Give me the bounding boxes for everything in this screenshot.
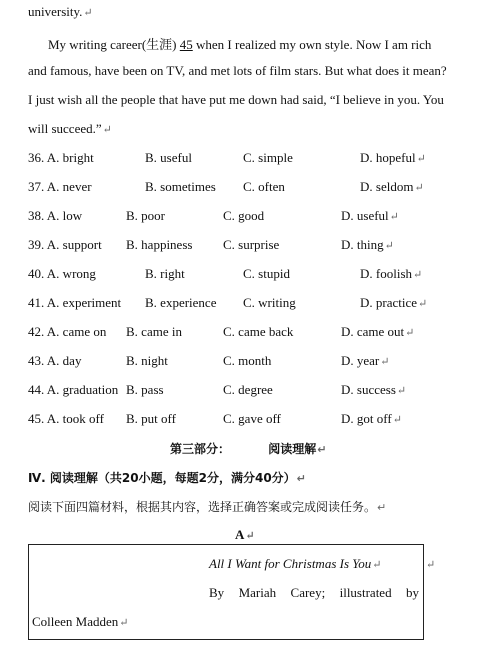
option-c-text: C. month bbox=[223, 353, 272, 368]
option-d bbox=[341, 411, 402, 427]
option-c-text: C. simple bbox=[243, 150, 293, 165]
option-d bbox=[341, 382, 406, 398]
question-number: 41. bbox=[28, 295, 45, 310]
question-number-and-option-a bbox=[28, 295, 121, 311]
passage-line-3 bbox=[28, 63, 447, 79]
option-c bbox=[223, 208, 264, 224]
option-c-text: C. surprise bbox=[223, 237, 280, 252]
option-b bbox=[145, 266, 185, 282]
section-4-heading bbox=[28, 469, 306, 486]
option-c-text: C. stupid bbox=[243, 266, 290, 281]
passage-text: and famous, have been on TV, and met lots of film stars. But what does it mean? bbox=[28, 63, 447, 78]
option-b-text: B. poor bbox=[126, 208, 165, 223]
question-number-and-option-a bbox=[28, 353, 81, 369]
paragraph-mark-icon: ↵ bbox=[405, 327, 415, 339]
option-a: A. took off bbox=[46, 411, 104, 426]
box-right-mark-icon: ↵ bbox=[426, 559, 436, 571]
option-b-text: B. experience bbox=[145, 295, 217, 310]
section-4-heading-text: Ⅳ. 阅读理解（共20小题，每题2分，满分40分） bbox=[28, 471, 296, 485]
passage-line-2 bbox=[48, 34, 431, 53]
byline-word: illustrated bbox=[339, 585, 392, 600]
paragraph-mark-icon: ↵ bbox=[377, 501, 387, 514]
option-a: A. day bbox=[46, 353, 82, 368]
paragraph-mark-icon: ↵ bbox=[102, 124, 112, 136]
question-number-and-option-a bbox=[28, 324, 106, 340]
book-title: All I Want for Christmas Is You bbox=[209, 556, 372, 571]
option-a: A. experiment bbox=[46, 295, 122, 310]
option-b-text: B. right bbox=[145, 266, 185, 281]
option-b bbox=[145, 150, 192, 166]
instructions-text: 阅读下面四篇材料，根据其内容，选择正确答案或完成阅读任务。 bbox=[28, 500, 377, 514]
option-d bbox=[341, 237, 394, 253]
illustrator-name: Colleen Madden bbox=[32, 614, 119, 629]
question-number: 38. bbox=[28, 208, 45, 223]
question-number: 36. bbox=[28, 150, 45, 165]
section-title: 阅读理解 bbox=[268, 442, 317, 456]
option-b-text: B. came in bbox=[126, 324, 182, 339]
option-c bbox=[223, 382, 273, 398]
option-b bbox=[126, 411, 176, 427]
question-number-and-option-a bbox=[28, 237, 102, 253]
option-a: A. bright bbox=[46, 150, 94, 165]
paragraph-mark-icon: ↵ bbox=[317, 443, 327, 456]
paragraph-mark-icon: ↵ bbox=[413, 269, 423, 281]
paragraph-mark-icon: ↵ bbox=[392, 414, 402, 426]
paragraph-mark-icon: ↵ bbox=[396, 385, 407, 397]
question-number-and-option-a bbox=[28, 150, 94, 166]
question-number-and-option-a bbox=[28, 208, 82, 224]
book-title-line bbox=[209, 556, 382, 572]
option-d-text: D. thing bbox=[341, 237, 384, 252]
option-b bbox=[126, 324, 182, 340]
option-b-text: B. night bbox=[126, 353, 168, 368]
option-c bbox=[243, 266, 290, 282]
option-a: A. never bbox=[46, 179, 92, 194]
option-b bbox=[145, 295, 216, 311]
passage-text: My writing career(生涯) bbox=[48, 37, 180, 52]
option-c bbox=[223, 411, 281, 427]
option-d-text: D. hopeful bbox=[360, 150, 416, 165]
paragraph-mark-icon: ↵ bbox=[389, 211, 399, 223]
option-d-text: D. useful bbox=[341, 208, 389, 223]
option-d bbox=[360, 295, 427, 311]
question-number: 45. bbox=[28, 411, 45, 426]
passage-text: when I realized my own style. Now I am rich bbox=[192, 37, 432, 52]
option-b bbox=[126, 208, 165, 224]
passage-text: I just wish all the people that have put me down had said, “I believe in you. You bbox=[28, 92, 444, 107]
option-b-text: B. sometimes bbox=[145, 179, 216, 194]
option-d bbox=[360, 266, 422, 282]
option-c-text: C. often bbox=[243, 179, 285, 194]
option-c bbox=[243, 295, 296, 311]
question-number-and-option-a bbox=[28, 179, 92, 195]
paragraph-mark-icon: ↵ bbox=[418, 298, 428, 310]
passage-line-1 bbox=[28, 4, 93, 20]
option-c bbox=[223, 324, 293, 340]
paragraph-mark-icon: ↵ bbox=[416, 153, 426, 165]
option-d bbox=[341, 208, 399, 224]
option-d bbox=[360, 150, 426, 166]
option-d-text: D. practice bbox=[360, 295, 418, 310]
question-number: 37. bbox=[28, 179, 45, 194]
option-c bbox=[223, 353, 271, 369]
option-d bbox=[360, 179, 424, 195]
option-b-text: B. pass bbox=[126, 382, 164, 397]
option-c-text: C. writing bbox=[243, 295, 296, 310]
section-part-label: 第三部分： bbox=[170, 442, 231, 456]
option-b-text: B. useful bbox=[145, 150, 192, 165]
question-number: 44. bbox=[28, 382, 45, 397]
option-d-text: D. year bbox=[341, 353, 380, 368]
passage-line-5 bbox=[28, 121, 112, 137]
paragraph-mark-icon: ↵ bbox=[384, 240, 394, 252]
paragraph-mark-icon: ↵ bbox=[372, 559, 382, 571]
option-d-text: D. got off bbox=[341, 411, 392, 426]
option-b bbox=[126, 237, 192, 253]
option-c-text: C. degree bbox=[223, 382, 273, 397]
byline-word: By bbox=[209, 585, 225, 600]
option-c bbox=[243, 179, 285, 195]
paragraph-mark-icon: ↵ bbox=[83, 7, 93, 19]
instructions bbox=[28, 498, 386, 515]
option-a: A. graduation bbox=[46, 382, 119, 397]
byline bbox=[209, 585, 419, 601]
option-d-text: D. success bbox=[341, 382, 396, 397]
option-a: A. low bbox=[46, 208, 83, 223]
question-number-and-option-a bbox=[28, 266, 96, 282]
question-number-and-option-a bbox=[28, 411, 104, 427]
option-d-text: D. seldom bbox=[360, 179, 414, 194]
option-c-text: C. good bbox=[223, 208, 265, 223]
question-number: 40. bbox=[28, 266, 45, 281]
byline-word: by bbox=[406, 585, 419, 600]
option-d bbox=[341, 353, 389, 369]
question-number: 42. bbox=[28, 324, 45, 339]
option-b bbox=[145, 179, 216, 195]
passage-label: A bbox=[235, 527, 245, 542]
option-c-text: C. came back bbox=[223, 324, 294, 339]
option-c bbox=[243, 150, 293, 166]
passage-text: will succeed.” bbox=[28, 121, 102, 136]
option-a: A. support bbox=[46, 237, 102, 252]
option-c bbox=[223, 237, 279, 253]
illustrator-line bbox=[32, 614, 129, 630]
option-b bbox=[126, 353, 168, 369]
option-b-text: B. put off bbox=[126, 411, 176, 426]
byline-word: Mariah bbox=[238, 585, 277, 600]
question-number: 39. bbox=[28, 237, 45, 252]
option-d bbox=[341, 324, 414, 340]
option-d-text: D. came out bbox=[341, 324, 405, 339]
blank-number: 45 bbox=[179, 37, 193, 52]
option-a: A. wrong bbox=[46, 266, 96, 281]
passage-a-label bbox=[235, 527, 255, 543]
option-b-text: B. happiness bbox=[126, 237, 193, 252]
passage-line-4 bbox=[28, 92, 444, 108]
section-3-heading bbox=[170, 440, 326, 457]
paragraph-mark-icon: ↵ bbox=[119, 617, 129, 629]
question-number-and-option-a bbox=[28, 382, 118, 398]
question-number: 43. bbox=[28, 353, 45, 368]
option-d-text: D. foolish bbox=[360, 266, 412, 281]
paragraph-mark-icon: ↵ bbox=[380, 356, 390, 368]
passage-text: university. bbox=[28, 4, 83, 19]
option-b bbox=[126, 382, 164, 398]
option-a: A. came on bbox=[46, 324, 107, 339]
paragraph-mark-icon: ↵ bbox=[245, 530, 255, 542]
paragraph-mark-icon: ↵ bbox=[414, 182, 424, 194]
option-c-text: C. gave off bbox=[223, 411, 281, 426]
paragraph-mark-icon: ↵ bbox=[296, 472, 306, 485]
byline-word: Carey; bbox=[290, 585, 326, 600]
